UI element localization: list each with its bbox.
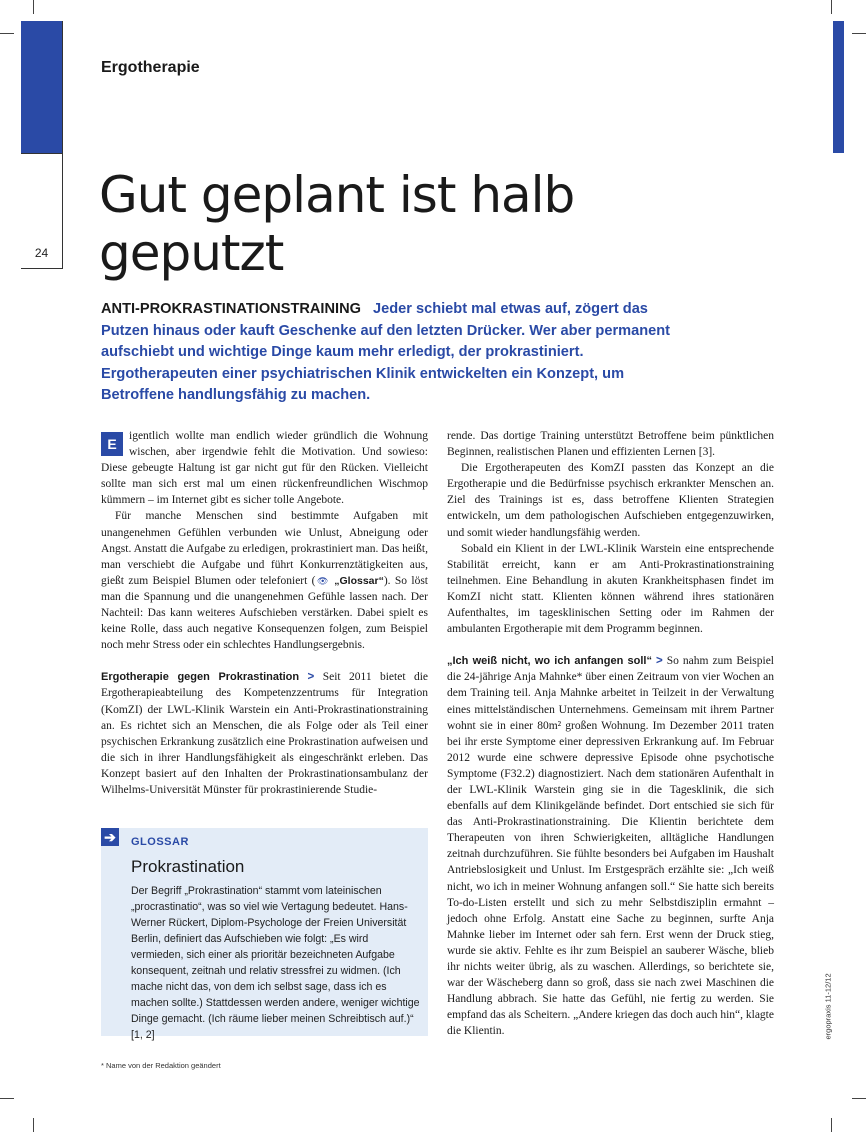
margin-rule [62, 21, 63, 268]
body-column-left [101, 428, 428, 798]
article-title: Gut geplant ist halb geputzt [99, 166, 575, 282]
body-paragraph: „Ich weiß nicht, wo ich anfangen soll“ > So nahm zum Beispiel die 24-jährige Anja Mahnke* über einen Zeitraum von vier Wochen an dem Training teil. Anja Mahnke arbeitet in Teilzeit in der Verwaltung eines mittelständischen Unternehmens. Gemeinsam mit ihrem Partner wohnt sie in einer 80m² großen Wohnung. Im Dezember 2011 traten bei ihr erste Symptome einer depressiven Erkrankung auf. Im Februar 2012 wurde eine schwere depressive Episode ohne psychotische Symptome (F32.2) diagnostiziert. Nach dem stationären Aufenthalt in der LWL-Klinik Warstein ging sie in die Tagesklinik, die sich ebenfalls auf dem Klinikgelände befindet. Dort entschied sie sich für das Anti-Prokrastinationstraining. Die Klientin berichtete dem Therapeuten von ihren Schwierigkeiten, alltägliche Handlungen zeitnah durchzuführen. Sie fühlte besonders bei Aufgaben im Haushalt Antriebslosigkeit und Unlust. Im Erstgespräch erzählte sie: „Ich weiß nicht, wo ich in meiner Wohnung anfangen soll.“ Sie hatte sich bereits To-do-Listen erstellt und sich zu mehr Selbstdisziplin ermahnt – jedoch ohne Erfolg. Anstatt eine Sache zu beginnen, surfte Anja Mahnke lieber im Internet oder sah fern. Erst wenn der Druck stieg, wurde sie aktiv. Fehlte es ihr zum Beispiel an sauberer Wäsche, blieb ihr nichts weiter übrig, als zu waschen. Allerdings, so berichtete sie, war der Wäscheberg dann so groß, dass sie nach zwei Maschinen die Handlung abbrach. Sie hatte das Gefühl, nie fertig zu werden. Sie empfand das als Scheitern. „Andere kriegen das doch auch hin“, klagte die Klientin. [447, 655, 775, 1038]
subheading: Ergotherapie gegen Prokrastination [101, 671, 300, 684]
glossar-label: GLOSSAR [131, 836, 189, 848]
body-paragraph: Ergotherapie gegen Prokrastination > Seit 2011 bietet die Ergotherapieabteilung des Kompetenzzentrums für Integration (KomZI) der LWL-Klinik Warstein ein Anti-Prokrastinationstraining an. Es richtet sich an Menschen, die als Folge oder als Teil einer psychischen Erkrankung zusätzlich eine Prokrastination aufweisen und die sich in ihrer Handlungsfähigkeit als eingeschränkt erleben. Das Konzept basiert auf den Inhalten der Prokrastinationsambulanz der Wilhelms-Universität Münster für prokrastinierende Studie- [101, 671, 429, 796]
lead-keyword: ANTI-PROKRASTINATIONSTRAINING [101, 301, 361, 317]
crop-mark [33, 0, 34, 14]
article-lead [101, 299, 691, 407]
glossar-text: Der Begriff „Prokrastination“ stammt vom lateinischen „procrastinatio“, was so viel wie Vertagung bedeutet. Hans-Werner Rückert, Diplom-Psychologe der Freien Universität Berlin, definiert das Aufschieben wie folgt: „Es wird vermieden, sich einer als prioritär bezeichneten Aufgabe konsequent, zeitnah und relativ stressfrei zu widmen. (Ich mache nicht das, von dem ich selbst sage, dass ich es machen sollte.) Stattdessen werden andere, weniger wichtige Dinge gemacht. (Ich räume lieber meinen Schreibtisch auf.)“ [1, 2] [131, 885, 420, 1041]
body-paragraph: rende. Das dortige Training unterstützt Betroffene beim pünktlichen Beginnen, realistischen Planen und effizienten Lernen [3]. [447, 430, 774, 459]
glossar-reference-link[interactable]: „Glossar“ [334, 574, 384, 587]
arrow-right-icon: ➔ [101, 828, 119, 846]
eye-icon: 👁 [315, 575, 330, 586]
body-column-right [447, 428, 774, 1039]
crop-mark [33, 1118, 34, 1132]
sidebar-note: ergopraxis 11-12/12 [823, 973, 833, 1040]
body-paragraph: Für manche Menschen sind bestimmte Aufgaben mit unangenehmen Gefühlen verbunden wie Unlust, Abneigung oder Angst. Anstatt die Aufgabe zu erledigen, prokrastiniert man. Das heißt, man verschiebt die Aufgabe und führt Konkurrenztätigkeiten aus, gießt zum Beispiel Blumen oder telefoniert (👁 „Glossar“). So löst man die Spannung und die unangenehmen Gefühle lassen nach. Der Nachteil: Das kann weiteres Aufschieben verstärken. Dabei spielt es keine Rolle, dass auch negative Konsequenzen folgen, zum Beispiel noch mehr Stress oder ein schlechtes Handlungsergebnis. [101, 510, 429, 652]
crop-mark [831, 0, 832, 14]
page-number: 24 [34, 246, 49, 260]
crop-mark [852, 1098, 866, 1099]
crop-mark [831, 1118, 832, 1132]
glossar-term: Prokrastination [131, 857, 245, 876]
subheading: „Ich weiß nicht, wo ich anfangen soll“ [447, 655, 652, 668]
crop-mark [0, 1098, 14, 1099]
section-color-tab [833, 21, 844, 153]
section-label: Ergotherapie [101, 59, 200, 76]
crop-mark [0, 33, 14, 34]
drop-cap: E [101, 432, 123, 456]
body-paragraph: Die Ergotherapeuten des KomZI passten das Konzept an die Ergotherapie und die Bedürfnisse psychisch erkrankter Menschen an. Ziel des Trainings ist es, dass betroffene Klienten Strategien entwickeln, um dem pathologischen Aufschieben entgegenzuwirken, und somit wieder handlungsfähig werden. [447, 462, 774, 539]
body-paragraph: Sobald ein Klient in der LWL-Klinik Warstein eine entsprechende Stabilität erreicht, kann er am Anti-Prokrastinationstraining teilnehmen. Eine Behandlung in akuten Krankheitsphasen findet im KomZI nicht statt. Klienten können während ihres stationären Aufenthaltes, im tagesklinischen Setting oder im Rahmen der ambulanten Ergotherapie mit dem Programm beginnen. [447, 542, 774, 636]
crop-mark [852, 33, 866, 34]
arrow-icon: > [307, 671, 315, 684]
margin-rule [21, 153, 63, 154]
section-color-bar [21, 21, 62, 153]
margin-rule [21, 268, 63, 269]
footnote: * Name von der Redaktion geändert [101, 1061, 221, 1070]
lead-text: Jeder schiebt mal etwas auf, zögert das Putzen hinaus oder kauft Geschenke auf den letzten Drücker. Wer aber permanent aufschiebt und wichtige Dinge kaum mehr erledigt, der prokrastiniert. Ergotherapeuten einer psychiatrischen Klinik entwickelten ein Konzept, um Betroffene handlungsfähig zu machen. [101, 301, 671, 404]
body-paragraph: E igentlich wollte man endlich wieder gründlich die Wohnung wischen, aber irgendwie fehlt die Motivation. Und sowieso: Diese gebeugte Haltung ist gar nicht gut für den Rücken. Vielleicht sollte man sich erst mal um einen rückenfreundlichen Wischmop kümmern – im Internet gibt es sicher tolle Angebote. [101, 430, 428, 507]
arrow-icon: > [655, 655, 663, 668]
